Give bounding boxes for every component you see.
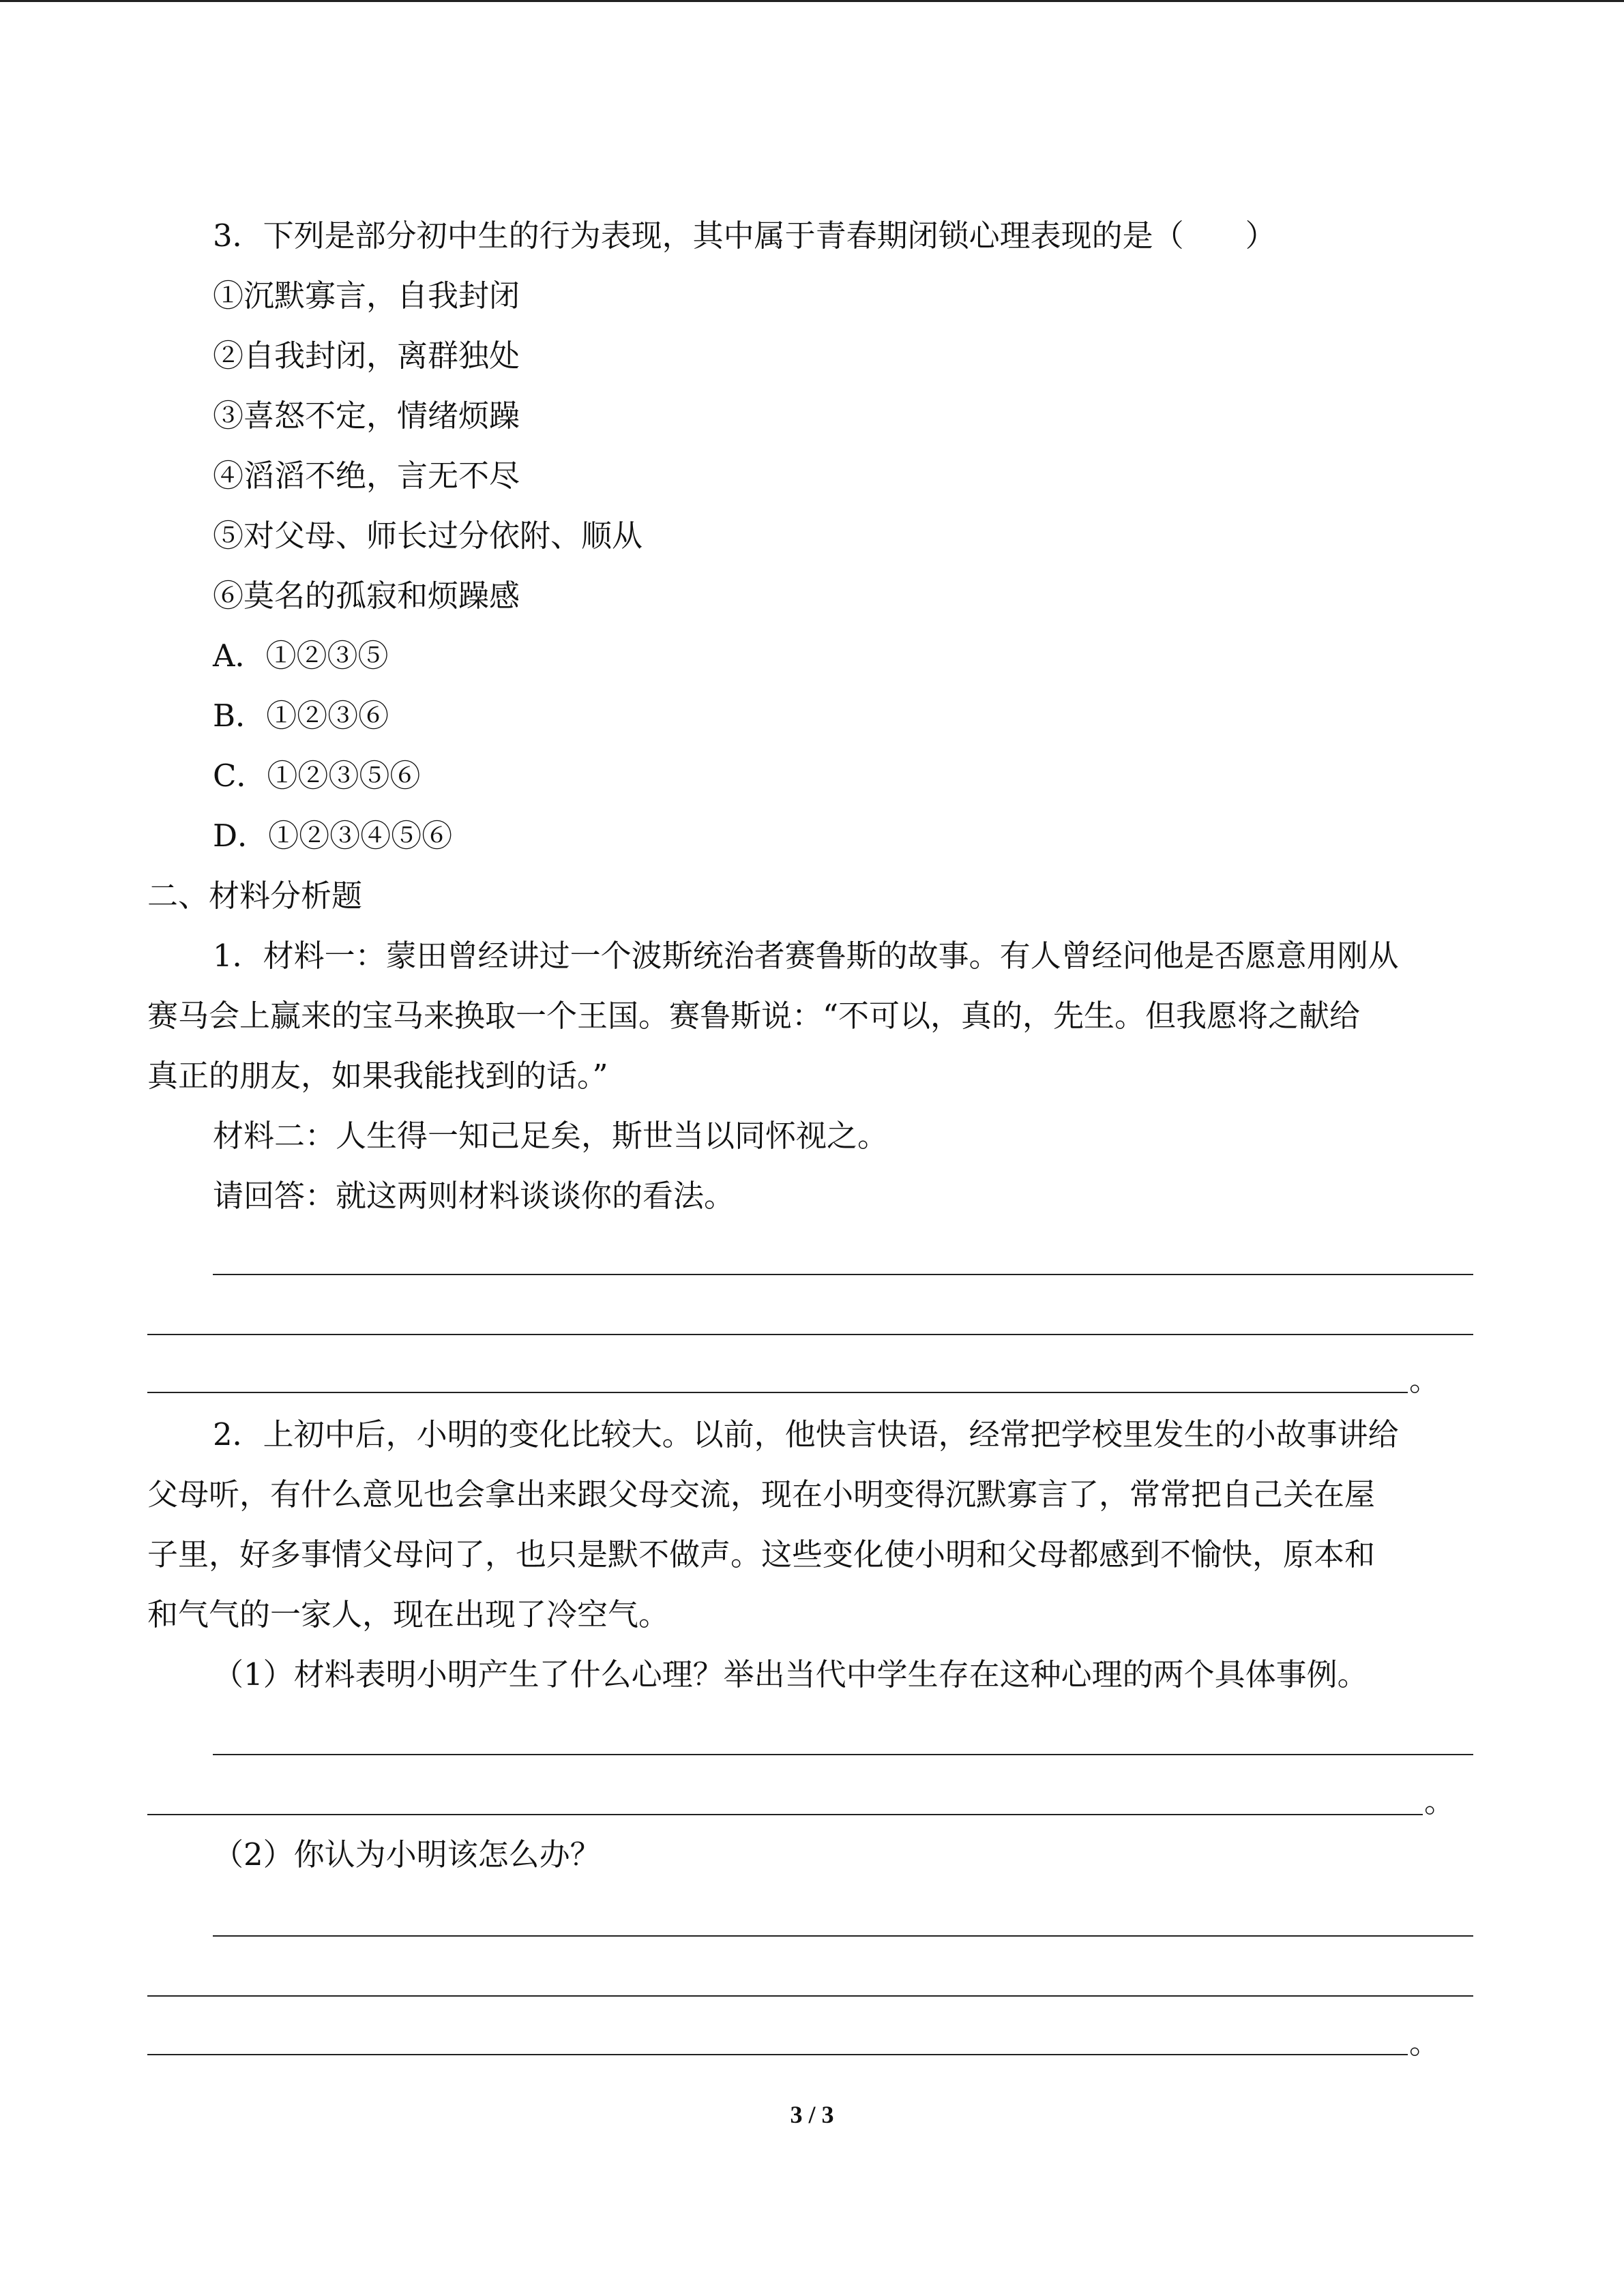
q3-statement-3: ③喜怒不定，情绪烦躁 <box>213 398 520 434</box>
q2-sub1-answer-line-1 <box>213 1754 1473 1755</box>
q1-text-line-3: 真正的朋友，如果我能找到的话。” <box>147 1058 608 1094</box>
q2-sub-question-1: （1）材料表明小明产生了什么心理？举出当代中学生存在这种心理的两个具体事例。 <box>213 1656 1368 1693</box>
q3-option-d: D．①②③④⑤⑥ <box>213 818 453 854</box>
q2-sub-question-2: （2）你认为小明该怎么办？ <box>213 1836 601 1873</box>
q1-text-line-1: 1．材料一：蒙田曾经讲过一个波斯统治者赛鲁斯的故事。有人曾经问他是否愿意用刚从 <box>213 938 1399 974</box>
q3-statement-2: ②自我封闭，离群独处 <box>213 338 520 374</box>
q3-option-a: A．①②③⑤ <box>213 638 389 674</box>
q2-text-line-4: 和气气的一家人，现在出现了冷空气。 <box>147 1596 670 1632</box>
q3-option-b: B．①②③⑥ <box>213 698 389 734</box>
q2-sub2-answer-end-mark: 。 <box>1409 2025 1441 2061</box>
q1-material-two: 材料二：人生得一知己足矣，斯世当以同怀视之。 <box>213 1118 889 1154</box>
q3-statement-4: ④滔滔不绝，言无不尽 <box>213 458 520 494</box>
q2-text-line-3: 子里，好多事情父母问了，也只是默不做声。这些变化使小明和父母都感到不愉快，原本和 <box>147 1536 1376 1572</box>
page-top-border <box>0 0 1624 2</box>
q1-answer-line-2 <box>147 1334 1473 1335</box>
q1-text-line-2: 赛马会上赢来的宝马来换取一个王国。赛鲁斯说：“不可以，真的，先生。但我愿将之献给 <box>147 998 1361 1034</box>
q2-sub2-answer-line-2 <box>147 1995 1473 1997</box>
q3-statement-6: ⑥莫名的孤寂和烦躁感 <box>213 578 520 614</box>
q2-sub1-answer-line-2 <box>147 1814 1423 1815</box>
q2-text-line-1: 2．上初中后，小明的变化比较大。以前，他快言快语，经常把学校里发生的小故事讲给 <box>213 1416 1399 1452</box>
section-title: 二、材料分析题 <box>147 878 363 914</box>
q2-sub2-answer-line-1 <box>213 1935 1473 1937</box>
q2-text-line-2: 父母听，有什么意见也会拿出来跟父母交流，现在小明变得沉默寡言了，常常把自己关在屋 <box>147 1476 1376 1512</box>
q1-answer-line-1 <box>213 1274 1473 1275</box>
q1-answer-line-3 <box>147 1392 1408 1393</box>
q1-answer-end-mark: 。 <box>1409 1362 1441 1398</box>
q2-sub2-answer-line-3 <box>147 2054 1408 2055</box>
page-number: 3 / 3 <box>790 2101 834 2128</box>
q3-statement-1: ①沉默寡言，自我封闭 <box>213 278 520 314</box>
q2-sub1-answer-end-mark: 。 <box>1424 1783 1456 1819</box>
q3-stem: 3．下列是部分初中生的行为表现，其中属于青春期闭锁心理表现的是（ ） <box>213 218 1276 254</box>
q3-statement-5: ⑤对父母、师长过分依附、顺从 <box>213 518 643 554</box>
q1-prompt: 请回答：就这两则材料谈谈你的看法。 <box>213 1178 735 1214</box>
q3-option-c: C．①②③⑤⑥ <box>213 758 421 794</box>
